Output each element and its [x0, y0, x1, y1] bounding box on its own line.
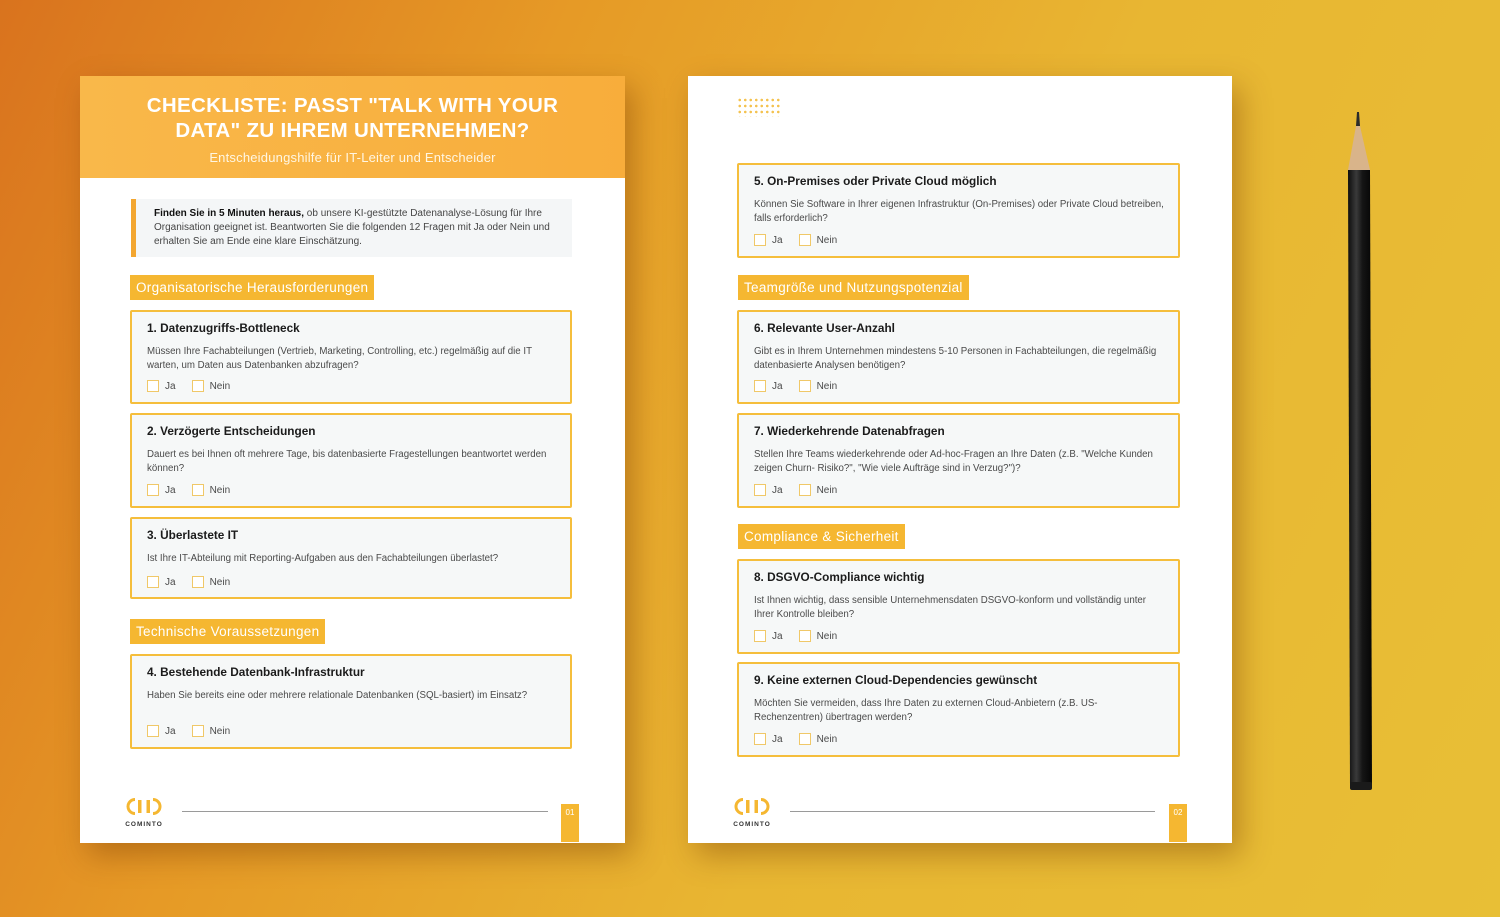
question-card-5 — [737, 163, 1180, 258]
footer-line — [790, 811, 1155, 812]
option-no[interactable] — [192, 725, 231, 737]
yes-label: Ja — [165, 576, 176, 588]
no-label: Nein — [816, 484, 838, 496]
no-checkbox[interactable] — [799, 484, 811, 496]
question-title: 9. Keine externen Cloud-Dependencies gewünscht — [754, 673, 1038, 687]
question-text: Können Sie Software in Ihrer eigenen Infrastruktur (On-Premises) oder Private Cloud betreiben, falls erforderlich? — [754, 199, 1164, 224]
yes-checkbox[interactable] — [754, 630, 766, 642]
no-checkbox[interactable] — [799, 380, 811, 392]
answer-options — [147, 380, 246, 392]
page-number-tab: 01 — [561, 804, 579, 842]
header-band — [80, 76, 625, 178]
answer-options — [147, 725, 246, 737]
question-text: Stellen Ihre Teams wiederkehrende oder Ad-hoc-Fragen an Ihre Daten (z.B. "Welche Kunden zeigen Churn- Risiko?", "Wie viele Aufträge sind in Verzug?")? — [754, 449, 1153, 474]
option-no[interactable] — [799, 484, 838, 496]
dot-pattern — [737, 97, 781, 117]
no-label: Nein — [816, 234, 838, 246]
question-text: Haben Sie bereits eine oder mehrere relationale Datenbanken (SQL-basiert) im Einsatz? — [147, 690, 528, 701]
section-heading-organisational: Organisatorische Herausforderungen — [130, 275, 374, 300]
no-label: Nein — [209, 380, 231, 392]
yes-label: Ja — [165, 725, 176, 737]
option-yes[interactable] — [147, 725, 176, 737]
no-checkbox[interactable] — [799, 234, 811, 246]
logo-wordmark: COMINTO — [125, 821, 163, 828]
section-heading-team-size: Teamgröße und Nutzungspotenzial — [738, 275, 969, 300]
checklist-page-1 — [80, 76, 625, 843]
no-checkbox[interactable] — [799, 630, 811, 642]
question-title: 5. On-Premises oder Private Cloud möglich — [754, 174, 997, 188]
question-title: 6. Relevante User-Anzahl — [754, 321, 895, 335]
yes-label: Ja — [165, 484, 176, 496]
yes-label: Ja — [772, 380, 783, 392]
yes-checkbox[interactable] — [147, 576, 159, 588]
intro-bold-text: Finden Sie in 5 Minuten heraus, — [154, 208, 305, 219]
cominto-logo-icon — [734, 798, 770, 815]
cominto-logo — [729, 798, 775, 826]
footer-line — [182, 811, 548, 812]
no-checkbox[interactable] — [192, 576, 204, 588]
intro-box — [131, 199, 572, 257]
yes-checkbox[interactable] — [147, 380, 159, 392]
question-text: Ist Ihre IT-Abteilung mit Reporting-Aufgaben aus den Fachabteilungen überlastet? — [147, 553, 499, 564]
option-no[interactable] — [799, 380, 838, 392]
document-title: CHECKLISTE: PASST "TALK WITH YOUR DATA" ZU IHREM UNTERNEHMEN? — [146, 94, 559, 142]
no-label: Nein — [816, 733, 838, 745]
option-yes[interactable] — [754, 733, 783, 745]
option-yes[interactable] — [754, 380, 783, 392]
no-checkbox[interactable] — [192, 380, 204, 392]
yes-label: Ja — [772, 484, 783, 496]
cominto-logo-icon — [126, 798, 162, 815]
no-label: Nein — [209, 576, 231, 588]
question-text: Müssen Ihre Fachabteilungen (Vertrieb, Marketing, Controlling, etc.) regelmäßig auf die IT warten, um Daten aus Datenbanken abzufragen? — [147, 346, 532, 371]
question-card-8 — [737, 559, 1180, 654]
no-checkbox[interactable] — [799, 733, 811, 745]
question-text: Ist Ihnen wichtig, dass sensible Unternehmensdaten DSGVO-konform und vollständig unter Ihrer Kontrolle bleiben? — [754, 595, 1147, 620]
yes-checkbox[interactable] — [147, 725, 159, 737]
option-yes[interactable] — [754, 234, 783, 246]
question-title: 4. Bestehende Datenbank-Infrastruktur — [147, 665, 365, 679]
answer-options — [147, 484, 246, 496]
question-title: 1. Datenzugriffs-Bottleneck — [147, 321, 300, 335]
option-no[interactable] — [192, 576, 231, 588]
answer-options — [754, 733, 853, 745]
question-card-7 — [737, 413, 1180, 508]
no-checkbox[interactable] — [192, 484, 204, 496]
yes-label: Ja — [165, 380, 176, 392]
yes-checkbox[interactable] — [754, 234, 766, 246]
option-yes[interactable] — [147, 380, 176, 392]
question-card-2 — [130, 413, 572, 508]
no-label: Nein — [209, 484, 231, 496]
answer-options — [754, 234, 853, 246]
question-text: Möchten Sie vermeiden, dass Ihre Daten zu externen Cloud-Anbietern (z.B. US-Rechenzentren) übertragen werden? — [754, 698, 1098, 723]
yes-label: Ja — [772, 733, 783, 745]
question-card-1 — [130, 310, 572, 404]
question-text: Dauert es bei Ihnen oft mehrere Tage, bis datenbasierte Fragestellungen beantwortet werden können? — [147, 449, 547, 474]
question-card-9 — [737, 662, 1180, 757]
pencil-image — [1346, 112, 1376, 792]
question-title: 8. DSGVO-Compliance wichtig — [754, 570, 925, 584]
option-yes[interactable] — [754, 484, 783, 496]
option-no[interactable] — [192, 484, 231, 496]
intro-text: ob unsere KI-gestützte Datenanalyse-Lösung für Ihre Organisation geeignet ist. Beantworten Sie die folgenden 12 Fragen mit Ja oder Nein und erhalten Sie am Ende eine klare Einschätzung. — [154, 208, 550, 247]
question-card-4 — [130, 654, 572, 749]
section-heading-compliance: Compliance & Sicherheit — [738, 524, 905, 549]
document-subtitle: Entscheidungshilfe für IT-Leiter und Entscheider — [209, 150, 496, 165]
checklist-page-2 — [688, 76, 1232, 843]
question-title: 7. Wiederkehrende Datenabfragen — [754, 424, 945, 438]
no-label: Nein — [816, 380, 838, 392]
no-label: Nein — [816, 630, 838, 642]
option-no[interactable] — [799, 630, 838, 642]
section-heading-technical: Technische Voraussetzungen — [130, 619, 325, 644]
no-checkbox[interactable] — [192, 725, 204, 737]
yes-checkbox[interactable] — [147, 484, 159, 496]
question-text: Gibt es in Ihrem Unternehmen mindestens 5-10 Personen in Fachabteilungen, die regelmäßig datenbasierte Analysen benötigen? — [754, 346, 1157, 371]
option-yes[interactable] — [147, 576, 176, 588]
no-label: Nein — [209, 725, 231, 737]
option-yes[interactable] — [754, 630, 783, 642]
option-no[interactable] — [799, 234, 838, 246]
option-no[interactable] — [799, 733, 838, 745]
answer-options — [754, 630, 853, 642]
question-title: 2. Verzögerte Entscheidungen — [147, 424, 316, 438]
logo-wordmark: COMINTO — [733, 821, 771, 828]
yes-label: Ja — [772, 234, 783, 246]
option-yes[interactable] — [147, 484, 176, 496]
answer-options — [754, 484, 853, 496]
question-card-6 — [737, 310, 1180, 404]
yes-checkbox[interactable] — [754, 380, 766, 392]
answer-options — [754, 380, 853, 392]
question-title: 3. Überlastete IT — [147, 528, 239, 542]
option-no[interactable] — [192, 380, 231, 392]
cominto-logo — [121, 798, 167, 826]
question-card-3 — [130, 517, 572, 599]
yes-checkbox[interactable] — [754, 484, 766, 496]
page-number-tab: 02 — [1169, 804, 1187, 842]
answer-options — [147, 576, 246, 588]
yes-label: Ja — [772, 630, 783, 642]
yes-checkbox[interactable] — [754, 733, 766, 745]
